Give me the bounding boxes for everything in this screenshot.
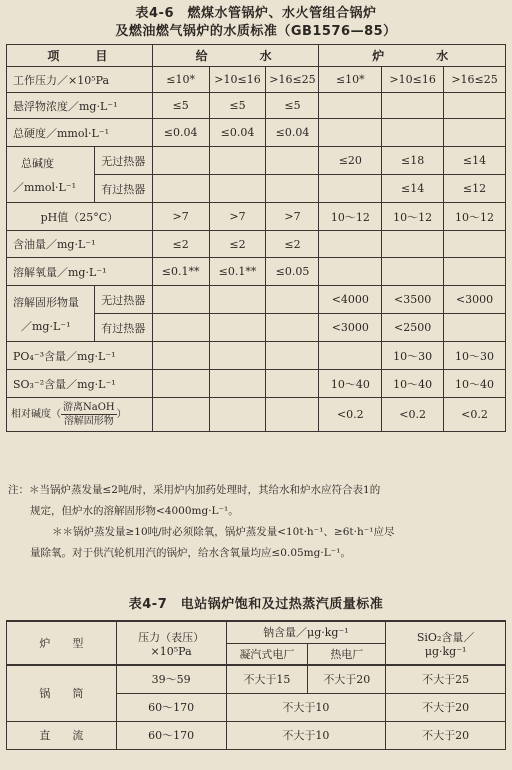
cell	[152, 314, 209, 342]
label-dissolved-solids-line1: 溶解固形物量	[13, 295, 79, 309]
cell	[152, 370, 209, 398]
cell: 不大于25	[386, 665, 506, 693]
cell: 10～12	[382, 203, 444, 231]
cell: 10～30	[444, 342, 506, 370]
cell	[319, 119, 382, 147]
cell	[266, 314, 319, 342]
relalk-numerator: 游离NaOH	[63, 402, 115, 413]
header-pressure	[116, 621, 226, 665]
cell: >7	[209, 203, 266, 231]
cell	[382, 258, 444, 286]
label-pressure: 工作压力／×10⁵Pa	[7, 67, 153, 93]
cell: ≤5	[209, 93, 266, 119]
cell: 60～170	[116, 721, 226, 749]
header-row	[7, 621, 506, 643]
steam-quality-table	[6, 620, 506, 750]
label-alkalinity-line2: ／mmol·L⁻¹	[13, 180, 77, 194]
cell	[382, 93, 444, 119]
table-row	[7, 370, 506, 398]
label-hardness: 总硬度／mmol·L⁻¹	[7, 119, 153, 147]
cell	[266, 175, 319, 203]
cell: ≤0.05	[266, 258, 319, 286]
label-relative-alkalinity	[7, 398, 153, 432]
cell	[444, 258, 506, 286]
cell: >7	[266, 203, 319, 231]
label-po4: PO₄⁻³含量／mg·L⁻¹	[7, 342, 153, 370]
table-row	[7, 93, 506, 119]
note-1-line2: 规定，但炉水的溶解固形物<4000mg·L⁻¹。	[30, 505, 239, 517]
cell: <3000	[319, 314, 382, 342]
header-sodium: 钠含量／μg·kg⁻¹	[226, 621, 386, 643]
label-suspended: 悬浮物浓度／mg·L⁻¹	[7, 93, 153, 119]
note-2-line1: ＊＊锅炉蒸发量≥10吨/时必须除氧，锅炉蒸发量<10t·h⁻¹、≥6t·h⁻¹应尽	[52, 526, 395, 538]
cell: >7	[152, 203, 209, 231]
table-notes	[8, 480, 508, 564]
cell: ≤2	[266, 231, 319, 258]
label-relalk-suffix: ）	[116, 409, 127, 420]
table-row	[7, 665, 506, 693]
relalk-denominator: 溶解固形物	[63, 416, 114, 427]
cell: <4000	[319, 286, 382, 314]
label-drum: 锅 筒	[7, 665, 117, 721]
cell	[209, 398, 266, 432]
cell	[444, 119, 506, 147]
table-4-7-title: 表4-7 电站锅炉饱和及过热蒸汽质量标准	[128, 597, 384, 612]
cell: ≤0.04	[209, 119, 266, 147]
table-row	[7, 258, 506, 286]
header-sio2-line2: μg·kg⁻¹	[424, 644, 467, 658]
label-dissolved-solids	[7, 286, 95, 342]
cell: >10≤16	[209, 67, 266, 93]
cell: 不大于15	[226, 665, 308, 693]
cell	[444, 93, 506, 119]
cell: 10～40	[382, 370, 444, 398]
label-dissolved-solids-line2: ／mg·L⁻¹	[21, 319, 71, 333]
relalk-fraction	[61, 401, 117, 428]
label-with-superheater: 有过热器	[94, 314, 152, 342]
cell: ≤12	[444, 175, 506, 203]
cell	[266, 286, 319, 314]
header-feedwater: 给 水	[152, 45, 319, 67]
cell: <3500	[382, 286, 444, 314]
table-row	[7, 67, 506, 93]
table-row	[7, 398, 506, 432]
cell	[209, 175, 266, 203]
cell: ≤5	[152, 93, 209, 119]
label-relalk-prefix: 相对碱度（	[11, 409, 61, 420]
header-sio2	[386, 621, 506, 665]
label-ph: pH值（25°C）	[7, 203, 153, 231]
label-no-superheater: 无过热器	[94, 286, 152, 314]
cell	[319, 93, 382, 119]
cell: 不大于20	[308, 665, 386, 693]
cell: <3000	[444, 286, 506, 314]
cell: ≤10*	[152, 67, 209, 93]
table-4-6-title	[0, 5, 512, 41]
cell: ≤0.1**	[152, 258, 209, 286]
cell	[152, 175, 209, 203]
cell	[266, 398, 319, 432]
cell: 10～40	[444, 370, 506, 398]
cell: ≤0.04	[266, 119, 319, 147]
header-condensing-plant: 凝汽式电厂	[226, 643, 308, 665]
cell	[444, 231, 506, 258]
table-row	[7, 721, 506, 749]
cell: <0.2	[319, 398, 382, 432]
label-with-superheater: 有过热器	[94, 175, 152, 203]
label-no-superheater: 无过热器	[94, 147, 152, 175]
cell: 39～59	[116, 665, 226, 693]
cell: 不大于20	[386, 693, 506, 721]
cell	[152, 398, 209, 432]
cell: ≤2	[152, 231, 209, 258]
cell	[319, 175, 382, 203]
cell: ≤0.1**	[209, 258, 266, 286]
cell	[209, 314, 266, 342]
table-4-6-title-line1: 表4-6 燃煤水管锅炉、水火管组合锅炉	[135, 6, 377, 21]
cell: 10～30	[382, 342, 444, 370]
table-4-6-title-line2: 及燃油燃气锅炉的水质标准（GB1576—85）	[115, 24, 397, 39]
header-boiler-type: 炉 型	[7, 621, 117, 665]
cell: ≤5	[266, 93, 319, 119]
cell: >16≤25	[266, 67, 319, 93]
cell	[209, 342, 266, 370]
table-row	[7, 203, 506, 231]
cell	[266, 370, 319, 398]
cell: ≤18	[382, 147, 444, 175]
table-row	[7, 342, 506, 370]
label-oil: 含油量／mg·L⁻¹	[7, 231, 153, 258]
cell	[382, 119, 444, 147]
note-2-line2: 量除氧。对于供汽轮机用汽的锅炉，给水含氧量均应≤0.05mg·L⁻¹。	[30, 547, 351, 559]
cell: ≤20	[319, 147, 382, 175]
cell: 60～170	[116, 693, 226, 721]
cell: 10～40	[319, 370, 382, 398]
cell: ≤14	[382, 175, 444, 203]
cell	[209, 370, 266, 398]
cell	[266, 342, 319, 370]
cell	[152, 286, 209, 314]
cell	[209, 286, 266, 314]
cell	[209, 147, 266, 175]
label-alkalinity	[7, 147, 95, 203]
cell	[266, 147, 319, 175]
cell	[382, 231, 444, 258]
cell: <0.2	[444, 398, 506, 432]
water-quality-table	[6, 44, 506, 432]
header-item: 项 目	[7, 45, 153, 67]
header-row	[7, 45, 506, 67]
cell: 10～12	[319, 203, 382, 231]
cell: 不大于10	[226, 721, 386, 749]
label-alkalinity-line1: 总碱度	[21, 156, 54, 170]
table-row	[7, 119, 506, 147]
header-pressure-line2: ×10⁵Pa	[150, 644, 192, 658]
label-once-through: 直 流	[7, 721, 117, 749]
cell: >10≤16	[382, 67, 444, 93]
header-sio2-line1: SiO₂含量／	[416, 630, 475, 644]
cell	[319, 231, 382, 258]
cell	[319, 342, 382, 370]
cell: >16≤25	[444, 67, 506, 93]
header-boiler-water: 炉 水	[319, 45, 506, 67]
cell	[319, 258, 382, 286]
cell	[152, 147, 209, 175]
cell: ≤10*	[319, 67, 382, 93]
cell: 不大于20	[386, 721, 506, 749]
label-oxygen: 溶解氧量／mg·L⁻¹	[7, 258, 153, 286]
cell: ≤2	[209, 231, 266, 258]
cell: <0.2	[382, 398, 444, 432]
cell	[444, 314, 506, 342]
cell	[152, 342, 209, 370]
label-so3: SO₃⁻²含量／mg·L⁻¹	[7, 370, 153, 398]
cell: ≤14	[444, 147, 506, 175]
cell: <2500	[382, 314, 444, 342]
note-1-line1: 注：＊当锅炉蒸发量≤2吨/时，采用炉内加药处理时，其给水和炉水应符合表1的	[8, 484, 381, 496]
cell: 10～12	[444, 203, 506, 231]
cell: 不大于10	[226, 693, 386, 721]
table-row	[7, 231, 506, 258]
header-thermal-plant: 热电厂	[308, 643, 386, 665]
table-row	[7, 147, 506, 175]
cell: ≤0.04	[152, 119, 209, 147]
header-pressure-line1: 压力（表压）	[138, 630, 205, 644]
table-row	[7, 286, 506, 314]
